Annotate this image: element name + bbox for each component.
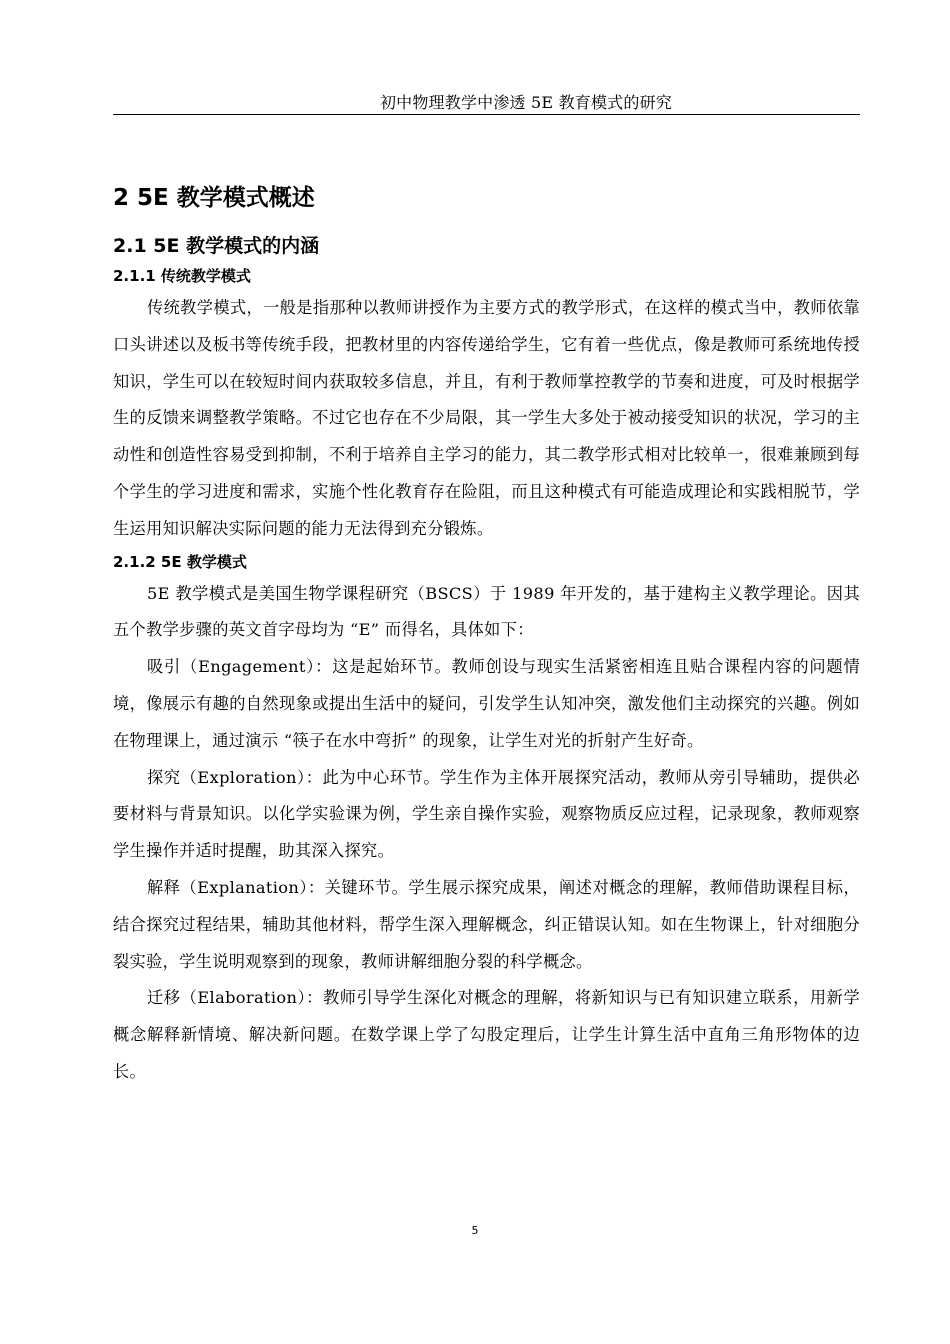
paragraph-explanation: 解释（Explanation）：关键环节。学生展示探究成果，阐述对概念的理解，教师借助课程目标，结合探究过程结果，辅助其他材料，帮学生深入理解概念，纠正错误认知。如在生物课上，针对细胞分裂实验，学生说明观察到的现象，教师讲解细胞分裂的科学概念。 (113, 877, 860, 971)
subsection-title-2-1-1: 2.1.1 传统教学模式 (113, 267, 251, 285)
subsection-title-2-1-2: 2.1.2 5E 教学模式 (113, 552, 247, 571)
paragraph-traditional-teaching: 传统教学模式，一般是指那种以教师讲授作为主要方式的教学形式，在这样的模式当中，教师依靠口头讲述以及板书等传统手段，把教材里的内容传递给学生，它有着一些优点，像是教师可系统地传授知识，学生可以在较短时间内获取较多信息，并且，有利于教师掌控教学的节奏和进度，可及时根据学生的反馈来调整教学策略。不过它也存在不少局限，其一学生大多处于被动接受知识的状况，学习的主动性和创造性容易受到抑制，不利于培养自主学习的能力，其二教学形式相对比较单一，很难兼顾到每个学生的学习进度和需求，实施个性化教育存在险阻，而且这种模式有可能造成理论和实践相脱节，学生运用知识解决实际问题的能力无法得到充分锻炼。 (113, 298, 860, 538)
chapter-title: 2 5E 教学模式概述 (113, 185, 315, 211)
paragraph-engagement: 吸引（Engagement）：这是起始环节。教师创设与现实生活紧密相连且贴合课程内容的问题情境，像展示有趣的自然现象或提出生活中的疑问，引发学生认知冲突，激发他们主动探究的兴趣。例如在物理课上，通过演示 “筷子在水中弯折” 的现象，让学生对光的折射产生好奇。 (113, 657, 860, 750)
page-body (113, 178, 860, 1091)
running-header: 初中物理教学中渗透 5E 教育模式的研究 (379, 93, 672, 112)
section-title-2-1: 2.1 5E 教学模式的内涵 (113, 235, 320, 257)
paragraph-5e-intro: 5E 教学模式是美国生物学课程研究（BSCS）于 1989 年开发的，基于建构主义教学理论。因其五个教学步骤的英文首字母均为 “E” 而得名，具体如下： (113, 583, 860, 640)
page-number: 5 (471, 1224, 479, 1237)
header-rule (113, 114, 860, 115)
paragraph-elaboration: 迁移（Elaboration）：教师引导学生深化对概念的理解，将新知识与已有知识建立联系，用新学概念解释新情境、解决新问题。在数学课上学了勾股定理后，让学生计算生活中直角三角形物体的边长。 (113, 988, 860, 1081)
paragraph-exploration: 探究（Exploration）：此为中心环节。学生作为主体开展探究活动，教师从旁引导辅助，提供必要材料与背景知识。以化学实验课为例，学生亲自操作实验，观察物质反应过程，记录现象，教师观察学生操作并适时提醒，助其深入探究。 (113, 767, 860, 861)
